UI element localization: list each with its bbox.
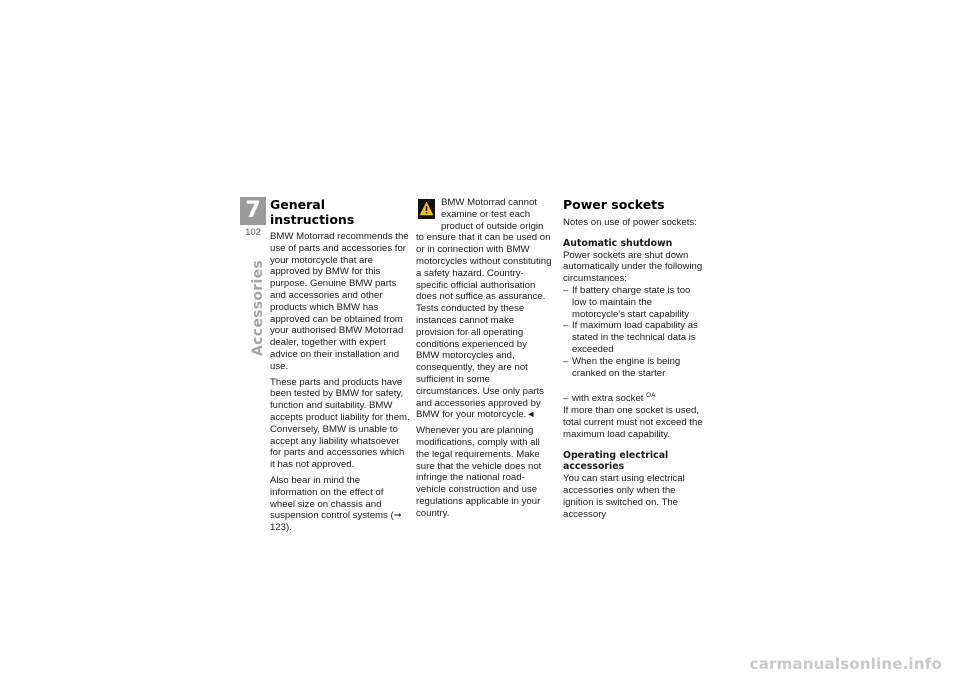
column-power bbox=[563, 197, 703, 524]
paragraph: Power sockets are shut down automatically under the following circumstances: bbox=[563, 249, 703, 285]
paragraph: If more than one socket is used, total current must not exceed the maximum load capability. bbox=[563, 405, 703, 440]
chapter-number: 7 bbox=[240, 197, 266, 225]
intro-text: Notes on use of power sockets: bbox=[563, 217, 697, 228]
end-mark-icon: ◄ bbox=[526, 409, 536, 420]
page-number: 102 bbox=[245, 227, 261, 238]
warning-block bbox=[416, 197, 552, 421]
section-title-general: General instructions bbox=[270, 197, 355, 227]
list-item: – If battery charge state is too low to maintain the motorcycle's start capability bbox=[563, 285, 703, 320]
watermark: carmanualsonline.info bbox=[749, 655, 942, 673]
list-item: – with extra socket $^{OA}$ bbox=[563, 393, 703, 405]
chapter-tab bbox=[240, 197, 266, 238]
chapter-label: Accessories bbox=[250, 259, 266, 356]
paragraph: Whenever you are planning modifications, comply with all the legal requirements. Make sure that the vehicle does not infringe the national road-vehicle construction and use regulations applicable in your country. bbox=[416, 425, 542, 519]
paragraph: BMW Motorrad recommends the use of parts and accessories for your motorcycle that are approved by BMW for this purpose. Genuine BMW parts and accessories and other products which BMW has approved can be obtained from your authorised BMW Motorrad dealer, together with expert advice on their installation and use. bbox=[270, 231, 409, 372]
subheading-operating: Operating electrical accessories bbox=[563, 449, 669, 473]
option-list bbox=[563, 393, 703, 405]
option-superscript: OA bbox=[646, 392, 656, 400]
warning-triangle-icon bbox=[418, 199, 435, 219]
subheading-shutdown: Automatic shutdown bbox=[563, 237, 673, 249]
column-general bbox=[270, 197, 410, 538]
warning-text: BMW Motorrad cannot examine or test each product of outside origin to ensure that it can be used on or in connection with BMW motorcycles without constituting a safety hazard. Country-specific official authorisation does not suffice as assurance. Tests conducted by these instances cannot make provision for all operating conditions experienced by BMW motorcycles and, consequently, they are not sufficient in some circumstances. Use only parts and accessories approved by BMW for your motorcycle.◄ bbox=[416, 197, 552, 421]
list-item: – If maximum load capability as stated in the technical data is exceeded bbox=[563, 320, 703, 355]
paragraph: Also bear in mind the information on the effect of wheel size on chassis and suspension control systems (➞ 123). bbox=[270, 474, 402, 534]
condition-list bbox=[563, 285, 703, 379]
paragraph: These parts and products have been tested by BMW for safety, function and suitability. BMW accepts product liability for them. Conversely, BMW is unable to accept any liability whatsoever for parts and accessories which it has not approved. bbox=[270, 376, 410, 471]
column-warning bbox=[416, 197, 552, 524]
list-item: – When the engine is being cranked on the starter bbox=[563, 356, 703, 380]
paragraph: You can start using electrical accessories only when the ignition is switched on. The accessory bbox=[563, 473, 685, 520]
section-title-power: Power sockets bbox=[563, 197, 665, 212]
